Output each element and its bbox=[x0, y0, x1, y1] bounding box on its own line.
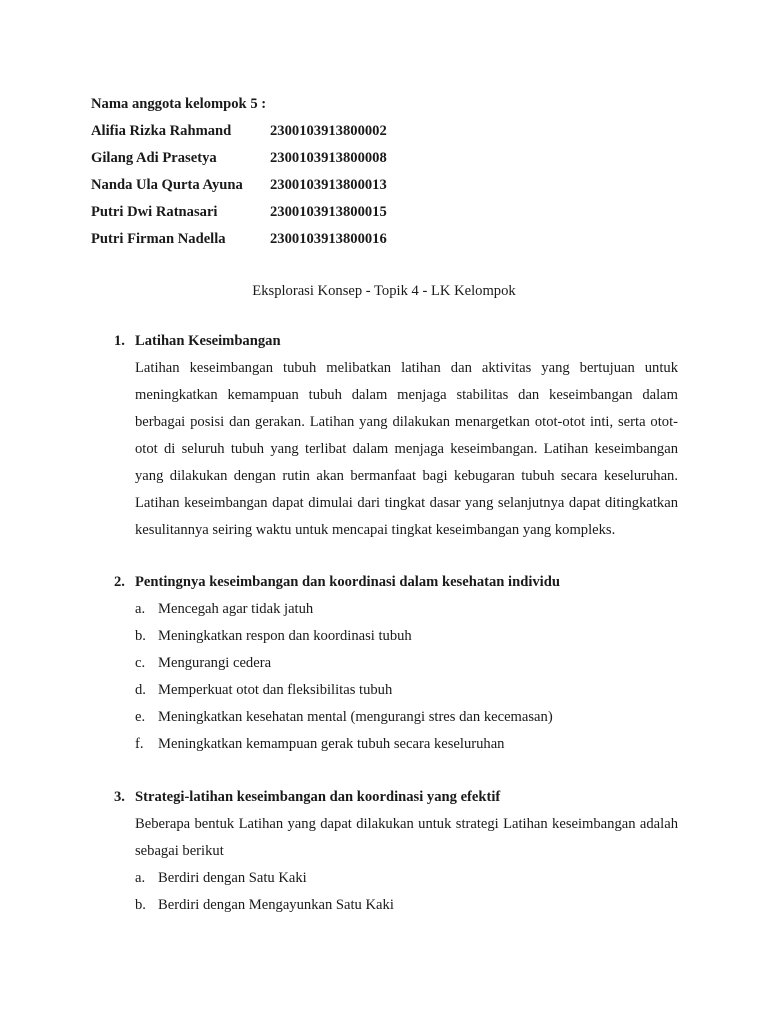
member-id: 2300103913800008 bbox=[270, 150, 387, 166]
list-item-text: Berdiri dengan Satu Kaki bbox=[158, 870, 307, 886]
section-title: Latihan Keseimbangan bbox=[135, 333, 281, 349]
section-strategi-latihan bbox=[114, 784, 678, 919]
list-item bbox=[135, 865, 678, 892]
member-row bbox=[91, 145, 410, 172]
member-id: 2300103913800016 bbox=[270, 231, 387, 247]
list-item bbox=[135, 596, 678, 623]
benefit-list bbox=[135, 596, 678, 758]
list-item-text: Mencegah agar tidak jatuh bbox=[158, 601, 314, 617]
member-name: Nanda Ula Qurta Ayuna bbox=[91, 177, 243, 193]
member-name: Putri Firman Nadella bbox=[91, 231, 226, 247]
list-item-text: Mengurangi cedera bbox=[158, 655, 272, 671]
member-id: 2300103913800015 bbox=[270, 204, 387, 220]
section-pentingnya-keseimbangan bbox=[114, 569, 678, 758]
list-item bbox=[135, 731, 678, 758]
list-item-text: Meningkatkan respon dan koordinasi tubuh bbox=[158, 628, 412, 644]
section-number: 1. bbox=[114, 333, 125, 349]
member-list-heading: Nama anggota kelompok 5 : bbox=[91, 96, 267, 112]
section-paragraph: Latihan keseimbangan tubuh melibatkan latihan dan aktivitas yang bertujuan untuk meningkatkan kemampuan tubuh dalam menjaga stabilitas dan keseimbangan dalam berbagai posisi dan gerakan. Latihan yang dilakukan menargetkan otot-otot inti, serta otot-otot di seluruh tubuh yang terlibat dalam menjaga keseimbangan. Latihan keseimbangan yang dilakukan dengan rutin akan bermanfaat bagi kebugaran tubuh secara keseluruhan. Latihan keseimbangan dapat dimulai dari tingkat dasar yang selanjutnya dapat ditingkatkan kesulitannya seiring waktu untuk mencapai tingkat keseimbangan yang kompleks. bbox=[135, 360, 678, 538]
section-heading bbox=[114, 784, 678, 811]
section-number: 3. bbox=[114, 789, 125, 805]
section-title: Pentingnya keseimbangan dan koordinasi dalam kesehatan individu bbox=[135, 574, 560, 590]
section-latihan-keseimbangan bbox=[114, 328, 678, 544]
member-list bbox=[91, 91, 410, 253]
list-item-text: Meningkatkan kemampuan gerak tubuh secara keseluruhan bbox=[158, 736, 505, 752]
section-heading bbox=[114, 328, 678, 355]
list-item-text: Meningkatkan kesehatan mental (mengurangi stres dan kecemasan) bbox=[158, 709, 553, 725]
list-item-text: Berdiri dengan Mengayunkan Satu Kaki bbox=[158, 897, 394, 913]
member-row bbox=[91, 118, 410, 145]
list-item-label: a. bbox=[135, 601, 146, 617]
list-item-label: d. bbox=[135, 682, 146, 698]
member-id: 2300103913800002 bbox=[270, 123, 387, 139]
section-number: 2. bbox=[114, 574, 125, 590]
member-id: 2300103913800013 bbox=[270, 177, 387, 193]
list-item-label: f. bbox=[135, 736, 144, 752]
list-item bbox=[135, 650, 678, 677]
list-item bbox=[135, 704, 678, 731]
list-item bbox=[135, 677, 678, 704]
section-title: Strategi-latihan keseimbangan dan koordinasi yang efektif bbox=[135, 789, 501, 805]
list-item-label: c. bbox=[135, 655, 146, 671]
list-item-label: b. bbox=[135, 897, 146, 913]
member-row bbox=[91, 172, 410, 199]
list-item bbox=[135, 623, 678, 650]
section-heading bbox=[114, 569, 678, 596]
member-name: Putri Dwi Ratnasari bbox=[91, 204, 218, 220]
member-name: Alifia Rizka Rahmand bbox=[91, 123, 232, 139]
list-item bbox=[135, 892, 678, 919]
member-name: Gilang Adi Prasetya bbox=[91, 150, 217, 166]
document-title: Eksplorasi Konsep - Topik 4 - LK Kelompok bbox=[252, 283, 516, 299]
list-item-label: e. bbox=[135, 709, 146, 725]
member-row bbox=[91, 226, 410, 253]
list-item-text: Memperkuat otot dan fleksibilitas tubuh bbox=[158, 682, 393, 698]
list-item-label: b. bbox=[135, 628, 146, 644]
strategy-list bbox=[135, 865, 678, 919]
member-row bbox=[91, 199, 410, 226]
list-item-label: a. bbox=[135, 870, 146, 886]
section-paragraph: Beberapa bentuk Latihan yang dapat dilakukan untuk strategi Latihan keseimbangan adalah sebagai berikut bbox=[135, 816, 678, 859]
